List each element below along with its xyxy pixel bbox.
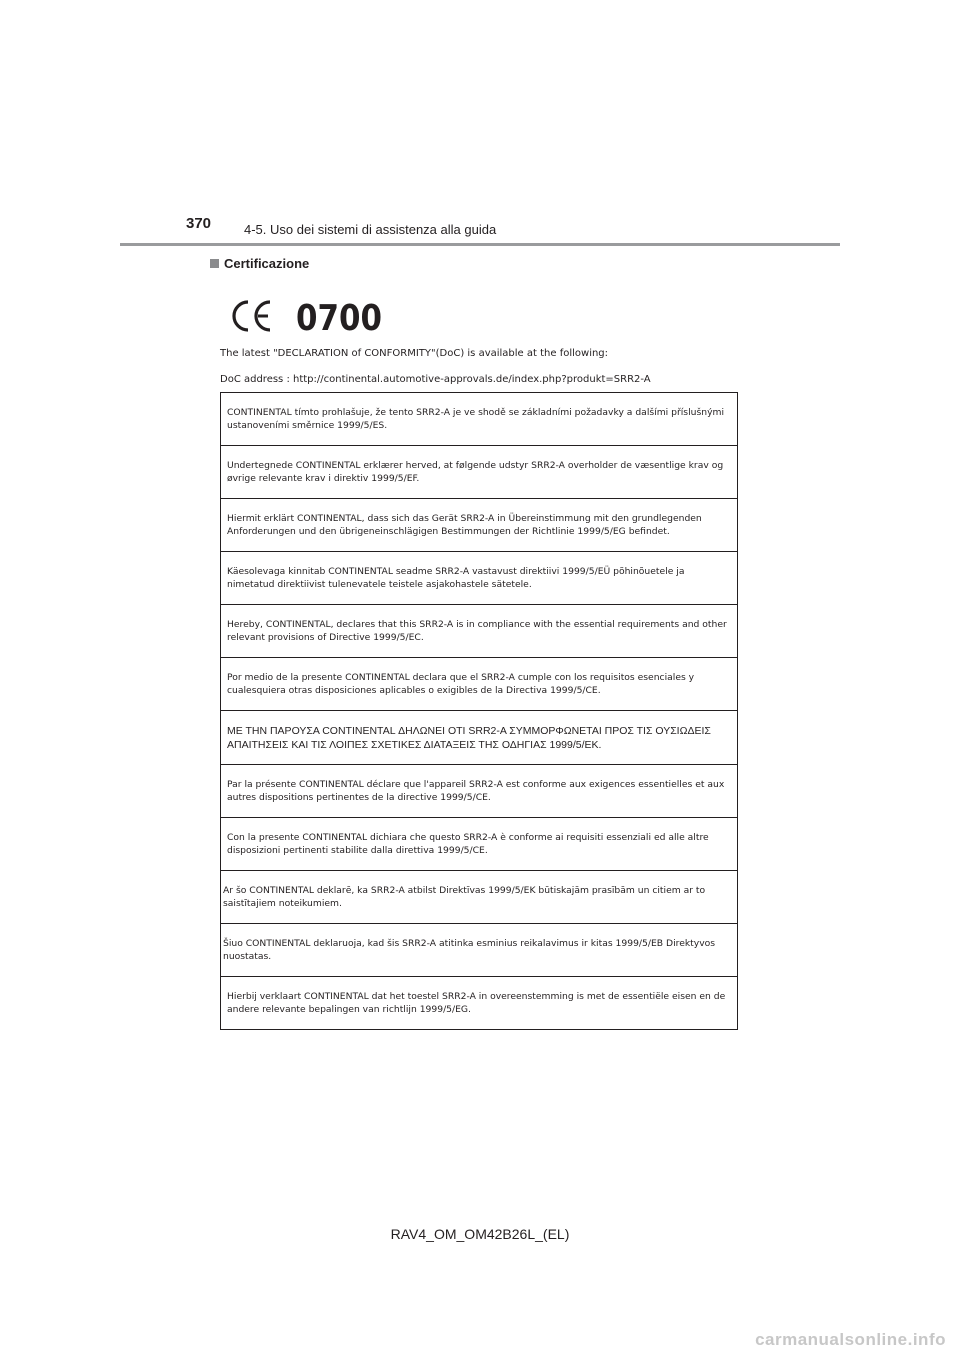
declaration-row-lv bbox=[221, 870, 737, 923]
declaration-row-cs bbox=[221, 393, 737, 445]
page-number: 370 bbox=[186, 215, 212, 232]
doc-intro-text: The latest "DECLARATION of CONFORMITY"(DoC) is available at the following: bbox=[220, 348, 609, 359]
declaration-row-el bbox=[221, 710, 737, 763]
declaration-text: Ar šo CONTINENTAL deklarē, ka SRR2-A atbilst Direktīvas 1999/5/EK būtiskajām prasībām un citiem ar to saistītajiem noteikumiem. bbox=[223, 884, 706, 909]
declaration-text: Con la presente CONTINENTAL dichiara che questo SRR2-A è conforme ai requisiti essenziali ed alle altre disposizioni pertinenti stabilite dalla direttiva 1999/5/CE. bbox=[227, 831, 709, 856]
declaration-row-et bbox=[221, 551, 737, 604]
header-divider bbox=[120, 243, 840, 246]
document-code: RAV4_OM_OM42B26L_(EL) bbox=[390, 1226, 570, 1242]
declaration-row-en bbox=[221, 604, 737, 657]
ce-mark-number: 0700 bbox=[296, 298, 382, 339]
declaration-row-de bbox=[221, 498, 737, 551]
square-bullet-icon bbox=[210, 259, 219, 268]
ce-mark-icon bbox=[226, 298, 386, 339]
declaration-text: Käesolevaga kinnitab CONTINENTAL seadme SRR2-A vastavust direktiivi 1999/5/EÜ põhinõuetele ja nimetatud direktiivist tulenevatele teistele asjakohastele sätetele. bbox=[227, 566, 685, 591]
sub-heading-label: Certificazione bbox=[224, 256, 310, 271]
declaration-text: Hierbij verklaart CONTINENTAL dat het toestel SRR2-A in overeenstemming is met de essentiële eisen en de andere relevante bepalingen van richtlijn 1999/5/EG. bbox=[227, 990, 726, 1015]
declaration-row-it bbox=[221, 817, 737, 870]
declaration-text: CONTINENTAL tímto prohlašuje, že tento SRR2-A je ve shodě se základními požadavky a dalšími příslušnými ustanoveními směrnice 1999/5/ES. bbox=[227, 407, 725, 432]
declaration-row-es bbox=[221, 657, 737, 710]
section-title: 4-5. Uso dei sistemi di assistenza alla guida bbox=[244, 222, 497, 237]
doc-address-text: DoC address : http://continental.automotive-approvals.de/index.php?produkt=SRR2-A bbox=[220, 374, 651, 385]
declaration-text: Hiermit erklärt CONTINENTAL, dass sich das Gerät SRR2-A in Übereinstimmung mit den grundlegenden Anforderungen und den übrigeneinschlägigen Bestimmungen der Richtlinie 1999/5/EG befindet. bbox=[227, 513, 702, 538]
sub-heading bbox=[210, 256, 309, 271]
declaration-row-nl bbox=[221, 976, 737, 1029]
declaration-row-fr bbox=[221, 764, 737, 817]
declaration-row-da bbox=[221, 445, 737, 498]
declaration-table bbox=[220, 392, 738, 1030]
declaration-text: Por medio de la presente CONTINENTAL declara que el SRR2-A cumple con los requisitos esenciales y cualesquiera otras disposiciones aplicables o exigibles de la Directiva 1999/5/CE. bbox=[227, 672, 695, 697]
declaration-text: ΜΕ ΤΗΝ ΠΑΡΟΥΣΑ CONTINENTAL ΔΗΛΩΝΕΙ ΟΤΙ SRR2-A ΣΥΜΜΟΡΦΩΝΕΤΑΙ ΠΡΟΣ ΤΙΣ ΟΥΣΙΩΔΕΙΣ ΑΠΑΙΤΗΣΕΙΣ ΚΑΙ ΤΙΣ ΛΟΙΠΕΣ ΣΧΕΤΙΚΕΣ ΔΙΑΤΑΞΕΙΣ ΤΗΣ ΟΔΗΓΙΑΣ 1999/5/ΕΚ. bbox=[227, 724, 711, 751]
declaration-text: Par la présente CONTINENTAL déclare que l'appareil SRR2-A est conforme aux exigences essentielles et aux autres dispositions pertinentes de la directive 1999/5/CE. bbox=[227, 778, 725, 803]
declaration-text: Šiuo CONTINENTAL deklaruoja, kad šis SRR2-A atitinka esminius reikalavimus ir kitas 1999/5/EB Direktyvos nuostatas. bbox=[223, 937, 716, 962]
ce-mark-logo bbox=[226, 298, 386, 339]
declaration-row-lt bbox=[221, 923, 737, 976]
site-watermark: carmanualsonline.info bbox=[755, 1330, 946, 1349]
declaration-text: Hereby, CONTINENTAL, declares that this SRR2-A is in compliance with the essential requirements and other relevant provisions of Directive 1999/5/EC. bbox=[227, 619, 727, 644]
declaration-text: Undertegnede CONTINENTAL erklærer herved, at følgende udstyr SRR2-A overholder de væsentlige krav og øvrige relevante krav i direktiv 1999/5/EF. bbox=[227, 460, 724, 485]
